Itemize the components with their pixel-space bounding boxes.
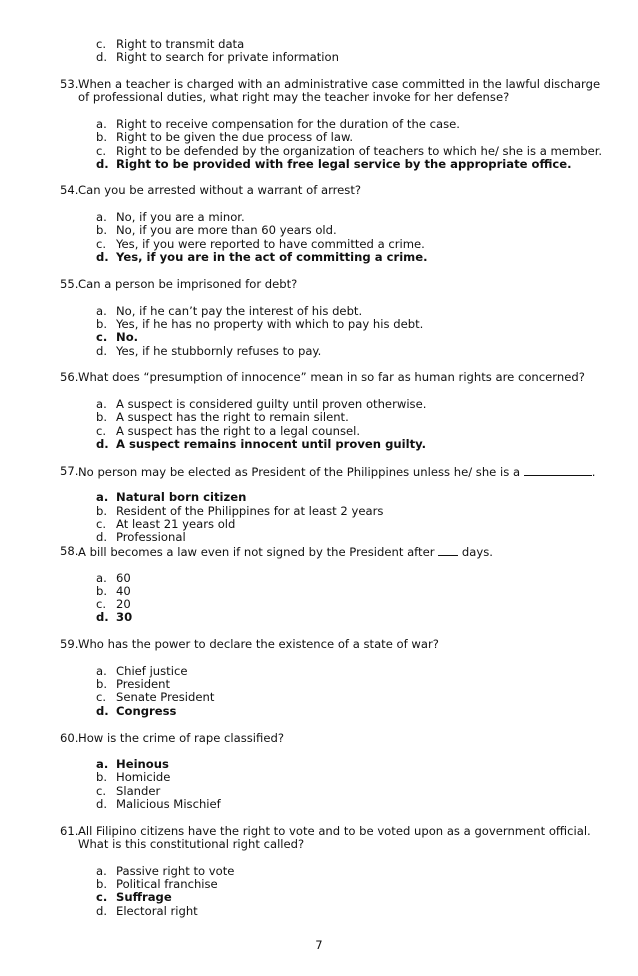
answer-choice-letter: c.: [96, 424, 107, 438]
answer-choice-text: Yes, if he stubbornly refuses to pay.: [116, 344, 322, 358]
answer-choice-text: At least 21 years old: [116, 517, 236, 531]
correct-answer-letter: d.: [96, 250, 109, 264]
answer-choice-text: Right to be defended by the organization of teachers to which he/ she is a member.: [116, 144, 603, 158]
answer-choice-letter: a.: [96, 864, 107, 878]
correct-answer-text: Yes, if you are in the act of committing a crime.: [116, 250, 428, 264]
question-number: 53.: [60, 77, 79, 91]
answer-choice-text: A suspect has the right to a legal counsel.: [116, 424, 361, 438]
correct-answer-letter: c.: [96, 330, 108, 344]
correct-answer-text: Right to be provided with free legal service by the appropriate office.: [116, 157, 572, 171]
question-number: 60.: [60, 731, 79, 745]
answer-choice-letter: c.: [96, 517, 107, 531]
answer-choice-letter: b.: [96, 504, 108, 518]
question-number: 58.: [60, 544, 79, 558]
answer-choice-letter: b.: [96, 130, 108, 144]
answer-choice-text: A suspect has the right to remain silent.: [116, 410, 349, 424]
answer-choice-letter: c.: [96, 237, 107, 251]
question-number: 54.: [60, 183, 79, 197]
answer-choice-letter: a.: [96, 210, 107, 224]
answer-choice-letter: c.: [96, 144, 107, 158]
question-text: How is the crime of rape classified?: [78, 731, 284, 745]
answer-choice-text: 60: [116, 571, 131, 585]
answer-choice-text: Yes, if you were reported to have committed a crime.: [116, 237, 425, 251]
answer-choice-text: Senate President: [116, 690, 215, 704]
answer-choice-text: No, if you are a minor.: [116, 210, 245, 224]
answer-blank: [438, 545, 458, 556]
answer-choice-text: Political franchise: [116, 877, 218, 891]
answer-choice-text: Yes, if he has no property with which to pay his debt.: [116, 317, 424, 331]
question-text: No person may be elected as President of the Philippines unless he/ she is a .: [78, 465, 596, 479]
question-tail: .: [591, 465, 596, 479]
answer-choice-letter: c.: [96, 690, 107, 704]
answer-choice-letter: b.: [96, 877, 108, 891]
answer-choice-letter: d.: [96, 530, 108, 544]
question-number: 59.: [60, 637, 79, 651]
question-text: All Filipino citizens have the right to vote and to be voted upon as a government official.: [78, 824, 591, 838]
answer-choice-letter: b.: [96, 410, 108, 424]
question-text: Who has the power to declare the existence of a state of war?: [78, 637, 439, 651]
answer-choice-letter: b.: [96, 223, 108, 237]
correct-answer-text: A suspect remains innocent until proven guilty.: [116, 437, 427, 451]
choice-text: Right to search for private information: [116, 50, 339, 64]
choice-letter: d.: [96, 50, 108, 64]
answer-choice-letter: c.: [96, 597, 107, 611]
question-number: 61.: [60, 824, 79, 838]
choice-letter: c.: [96, 37, 107, 51]
answer-blank: [524, 465, 592, 476]
choice-text: Right to transmit data: [116, 37, 245, 51]
correct-answer-letter: c.: [96, 890, 108, 904]
answer-choice-text: President: [116, 677, 171, 691]
question-text: What is this constitutional right called?: [78, 837, 305, 851]
correct-answer-text: Natural born citizen: [116, 490, 247, 504]
question-text: of professional duties, what right may the teacher invoke for her defense?: [78, 90, 510, 104]
question-text: When a teacher is charged with an administrative case committed in the lawful discharge: [78, 77, 601, 91]
answer-choice-letter: b.: [96, 317, 108, 331]
answer-choice-letter: c.: [96, 784, 107, 798]
answer-choice-text: 20: [116, 597, 131, 611]
question-number: 57.: [60, 464, 79, 478]
answer-choice-letter: a.: [96, 397, 107, 411]
answer-choice-text: Malicious Mischief: [116, 797, 221, 811]
correct-answer-text: Congress: [116, 704, 177, 718]
question-number: 55.: [60, 277, 79, 291]
answer-choice-letter: a.: [96, 571, 107, 585]
correct-answer-letter: d.: [96, 610, 109, 624]
answer-choice-letter: a.: [96, 117, 107, 131]
answer-choice-text: Right to be given the due process of law.: [116, 130, 354, 144]
answer-choice-text: Homicide: [116, 770, 171, 784]
answer-choice-text: Slander: [116, 784, 161, 798]
correct-answer-text: 30: [116, 610, 133, 624]
question-text: Can you be arrested without a warrant of arrest?: [78, 183, 362, 197]
answer-choice-letter: d.: [96, 344, 108, 358]
correct-answer-letter: a.: [96, 490, 109, 504]
answer-choice-text: Right to receive compensation for the duration of the case.: [116, 117, 460, 131]
correct-answer-letter: d.: [96, 437, 109, 451]
answer-choice-text: Professional: [116, 530, 186, 544]
answer-choice-text: Chief justice: [116, 664, 188, 678]
correct-answer-letter: d.: [96, 704, 109, 718]
question-text: A bill becomes a law even if not signed by the President after days.: [78, 545, 493, 559]
answer-choice-text: Electoral right: [116, 904, 198, 918]
answer-choice-letter: b.: [96, 584, 108, 598]
answer-choice-letter: d.: [96, 797, 108, 811]
correct-answer-text: No.: [116, 330, 139, 344]
question-text: Can a person be imprisoned for debt?: [78, 277, 298, 291]
correct-answer-text: Heinous: [116, 757, 169, 771]
answer-choice-letter: d.: [96, 904, 108, 918]
answer-choice-text: Resident of the Philippines for at least 2 years: [116, 504, 384, 518]
question-tail: days.: [458, 545, 493, 559]
answer-choice-text: 40: [116, 584, 131, 598]
answer-choice-text: No, if you are more than 60 years old.: [116, 223, 337, 237]
answer-choice-text: A suspect is considered guilty until proven otherwise.: [116, 397, 427, 411]
correct-answer-letter: a.: [96, 757, 109, 771]
correct-answer-text: Suffrage: [116, 890, 172, 904]
answer-choice-text: No, if he can’t pay the interest of his debt.: [116, 304, 363, 318]
answer-choice-letter: a.: [96, 304, 107, 318]
answer-choice-text: Passive right to vote: [116, 864, 235, 878]
question-text: What does “presumption of innocence” mean in so far as human rights are concerned?: [78, 370, 585, 384]
answer-choice-letter: b.: [96, 677, 108, 691]
answer-choice-letter: a.: [96, 664, 107, 678]
question-number: 56.: [60, 370, 79, 384]
correct-answer-letter: d.: [96, 157, 109, 171]
page-number: 7: [315, 938, 323, 952]
answer-choice-letter: b.: [96, 770, 108, 784]
